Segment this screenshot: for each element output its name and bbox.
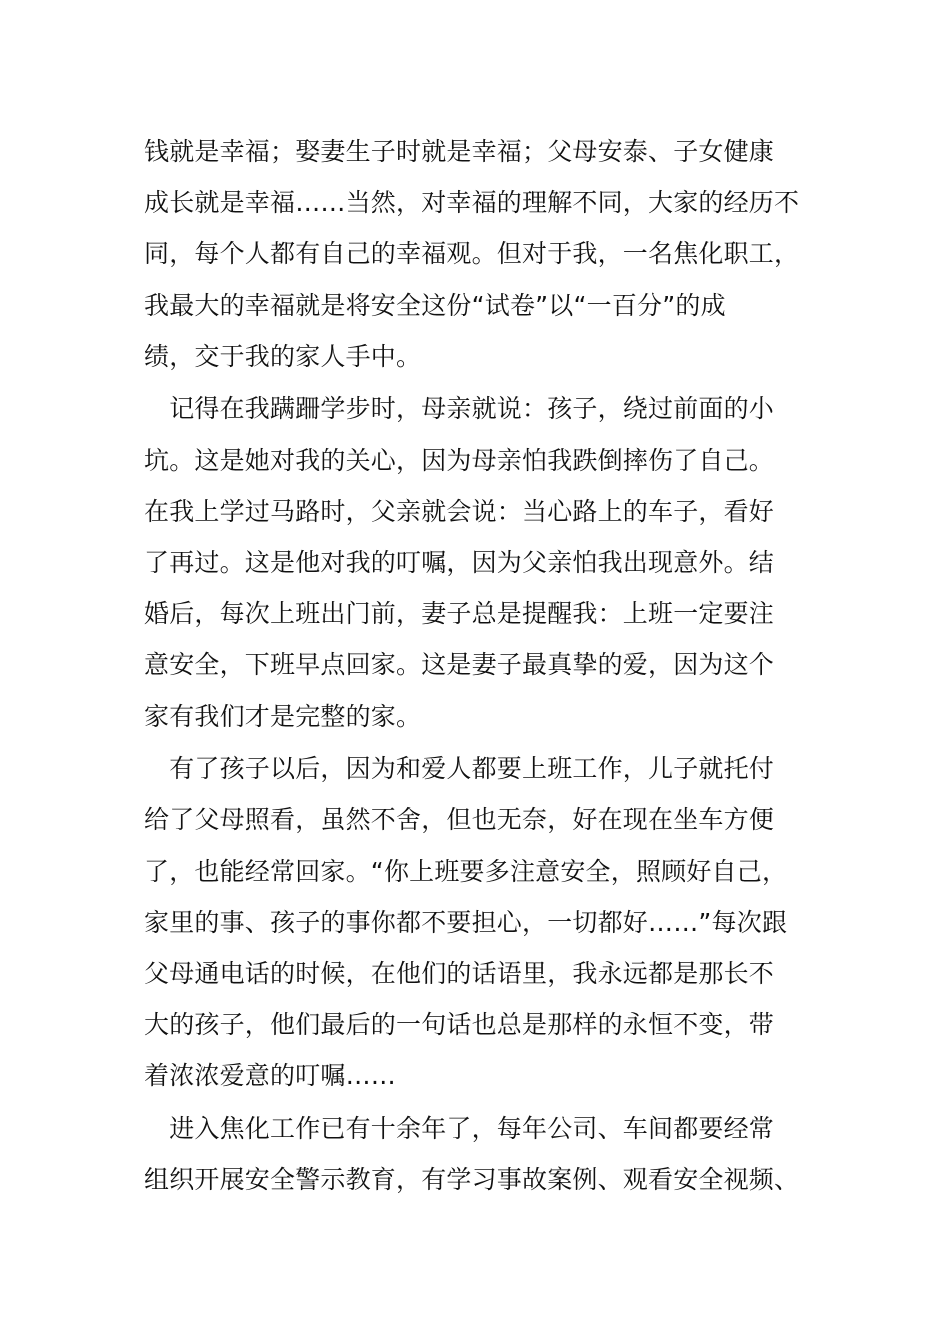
text-line: 进入焦化工作已有十余年了，每年公司、车间都要经常 (144, 1114, 775, 1144)
text-line: 在我上学过马路时，父亲就会说：当心路上的车子，看好 (144, 496, 775, 526)
text-line: 坑。这是她对我的关心，因为母亲怕我跌倒摔伤了自己。 (144, 445, 775, 475)
text-line: 我最大的幸福就是将安全这份“试卷”以“一百分”的成 (144, 290, 726, 320)
text-line: 了再过。这是他对我的叮嘱，因为父亲怕我出现意外。结 (144, 548, 775, 577)
text-line: 同，每个人都有自己的幸福观。但对于我，一名焦化职工， (144, 239, 800, 269)
text-line: 钱就是幸福；娶妻生子时就是幸福；父母安泰、子女健康 (144, 137, 775, 166)
text-line: 组织开展安全警示教育，有学习事故案例、观看安全视频、 (144, 1165, 800, 1195)
body-text (144, 126, 806, 1205)
text-line: 绩，交于我的家人手中。 (144, 341, 422, 371)
text-line: 婚后，每次上班出门前，妻子总是提醒我：上班一定要注 (144, 599, 775, 629)
text-line: 家有我们才是完整的家。 (144, 701, 422, 731)
text-line: 记得在我蹒跚学步时，母亲就说：孩子，绕过前面的小 (144, 394, 775, 424)
text-line: 父母通电话的时候，在他们的话语里，我永远都是那长不 (144, 959, 775, 988)
text-line: 意安全，下班早点回家。这是妻子最真挚的爱，因为这个 (144, 650, 775, 680)
text-line: 着浓浓爱意的叮嘱…… (144, 1061, 397, 1091)
text-line: 了，也能经常回家。“你上班要多注意安全，照顾好自己， (144, 856, 788, 886)
text-line: 成长就是幸福……当然，对幸福的理解不同，大家的经历不 (144, 188, 800, 218)
text-line: 有了孩子以后，因为和爱人都要上班工作，儿子就托付 (144, 754, 775, 784)
text-line: 给了父母照看，虽然不舍，但也无奈，好在现在坐车方便 (144, 805, 775, 835)
text-line: 大的孩子，他们最后的一句话也总是那样的永恒不变，带 (144, 1010, 775, 1040)
text-line: 家里的事、孩子的事你都不要担心，一切都好……”每次跟 (144, 907, 788, 937)
